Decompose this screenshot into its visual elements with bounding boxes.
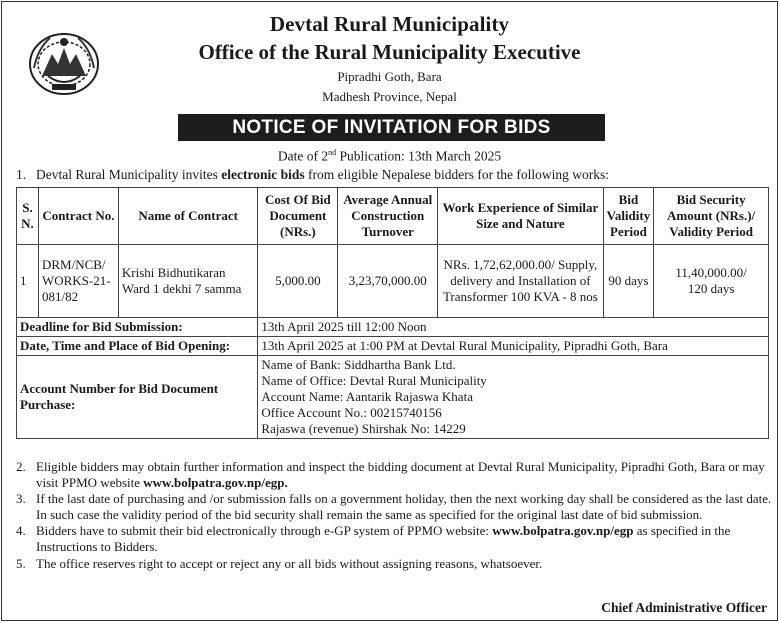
opening-row (17, 337, 769, 356)
org-title: Devtal Rural Municipality (269, 12, 510, 36)
cell-experience: NRs. 1,72,62,000.00/ Supply, delivery and Installation of Transformer 100 KVA - 8 nos (438, 245, 603, 318)
cell-turnover: 3,23,70,000.00 (338, 245, 438, 318)
list-item: 5. The office reserves right to accept or reject any or all bids without assigning reasons, whatsoever. (16, 555, 543, 571)
cell-validity: 90 days (603, 245, 654, 318)
cell-contract-no: DRM/NCB/ WORKS-21-081/82 (38, 245, 118, 318)
intro-paragraph: 1. Devtal Rural Municipality invites electronic bids from eligible Nepalese bidders for the following works: (16, 167, 610, 182)
opening-value: 13th April 2025 at 1:00 PM at Devtal Rural Municipality, Pipradhi Goth, Bara (258, 337, 769, 356)
notice-banner: NOTICE OF INVITATION FOR BIDS (178, 114, 605, 141)
signature: Chief Administrative Officer (601, 600, 767, 615)
account-line-office: Name of Office: Devtal Rural Municipality (261, 373, 487, 388)
cell-cost: 5,000.00 (258, 245, 338, 318)
header-turnover: Average Annual Construction Turnover (338, 188, 438, 245)
table-row (17, 245, 769, 318)
office-title: Office of the Rural Municipality Executive (198, 40, 581, 64)
bids-table (16, 187, 769, 439)
header-sn: S. N. (17, 188, 39, 245)
header-validity: Bid Validity Period (603, 188, 654, 245)
account-line-bank: Name of Bank: Siddhartha Bank Ltd. (261, 357, 456, 372)
list-item: 3. If the last date of purchasing and /or submission falls on a government holiday, then the next working day shall be considered as the last date. In such case the validity period of the bid security shall remain the same as specified for the original last date of bid submission. (16, 491, 772, 522)
account-line-number: Office Account No.: 00215740156 (261, 405, 442, 420)
header-experience: Work Experience of Similar Size and Nature (438, 188, 603, 245)
list-item: 4. Bidders have to submit their bid electronically through e-GP system of PPMO website: www.bolpatra.gov.np/egp as specified in the Instructions to Bidders. (16, 523, 731, 554)
deadline-row (17, 318, 769, 337)
security-amount: 11,40,000.00/ (675, 265, 747, 280)
deadline-label: Deadline for Bid Submission: (17, 318, 258, 337)
list-item: 2. Eligible bidders may obtain further information and inspect the bidding document at Devtal Rural Municipality, Pipradhi Goth, Bara or may visit PPMO website www.bolpatra.gov.np/egp. (16, 459, 765, 490)
header-cost: Cost Of Bid Document (NRs.) (258, 188, 338, 245)
address-line-1: Pipradhi Goth, Bara (337, 69, 442, 84)
security-period: 120 days (687, 281, 735, 296)
address-line-2: Madhesh Province, Nepal (322, 89, 457, 104)
account-details (258, 356, 769, 439)
header-contract-no: Contract No. (38, 188, 118, 245)
cell-contract-name: Krishi Bidhutikaran Ward 1 dekhi 7 samma (118, 245, 258, 318)
account-row (17, 356, 769, 439)
cell-sn: 1 (17, 245, 39, 318)
account-line-name: Account Name: Aantarik Rajaswa Khata (261, 389, 473, 404)
notice-page (1, 1, 778, 621)
header-contract-name: Name of Contract (118, 188, 258, 245)
notes-list (16, 459, 772, 572)
cell-security (654, 245, 769, 318)
account-line-revenue: Rajaswa (revenue) Shirshak No: 14229 (261, 421, 466, 436)
publication-date: Date of 2nd Publication: 13th March 2025 (277, 148, 502, 164)
opening-label: Date, Time and Place of Bid Opening: (17, 337, 258, 356)
header-security: Bid Security Amount (NRs.)/ Validity Period (654, 188, 769, 245)
account-label: Account Number for Bid Document Purchase: (17, 356, 258, 439)
deadline-value: 13th April 2025 till 12:00 Noon (258, 318, 769, 337)
table-header-row (17, 188, 769, 245)
